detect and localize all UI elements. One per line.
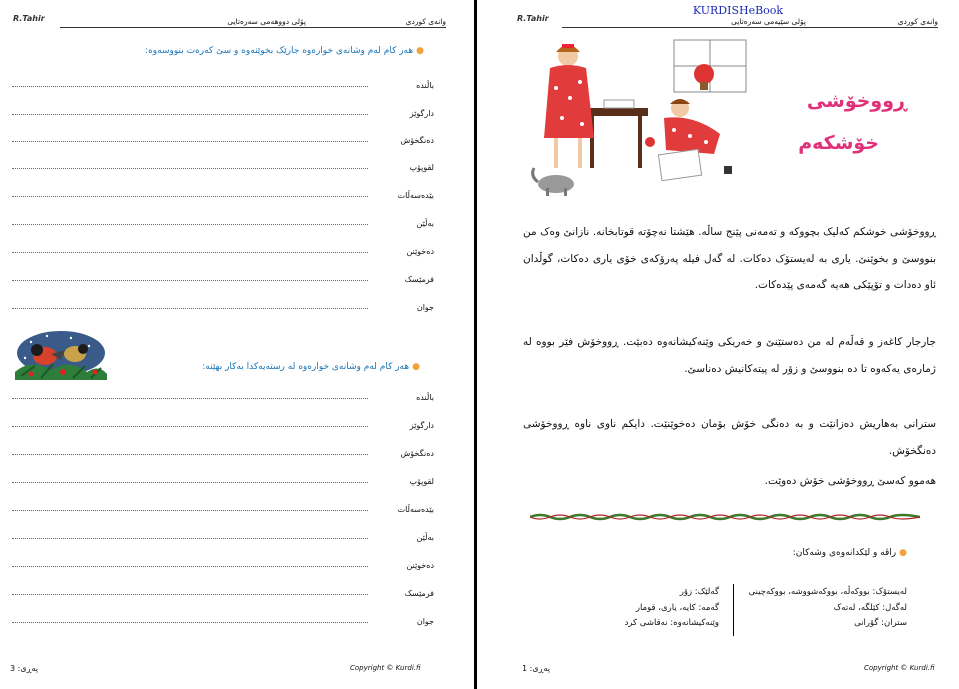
word-row[interactable]	[12, 214, 434, 228]
left-page	[0, 0, 472, 689]
word-label: جوان	[416, 303, 434, 312]
word-label: باڵندە	[416, 81, 434, 90]
word-row[interactable]	[12, 158, 434, 172]
word-row[interactable]	[12, 556, 434, 570]
writing-line[interactable]	[12, 482, 368, 483]
word-row[interactable]	[12, 444, 434, 458]
writing-line[interactable]	[12, 308, 368, 309]
children-illustration	[524, 38, 754, 198]
author-name: R.Tahir	[13, 14, 45, 23]
word-row[interactable]	[12, 388, 434, 402]
word-label: بەڵێن	[416, 219, 434, 228]
header-grade: پۆلی دووهەمی سەرەتایی	[227, 17, 306, 26]
writing-line[interactable]	[12, 538, 368, 539]
word-row[interactable]	[12, 612, 434, 626]
task-text-1: هەر کام لەم وشانەی خوارەوە جارێک بخوێنەوە و سێ کەرەت بنووسەوە:	[145, 46, 414, 56]
writing-line[interactable]	[12, 398, 368, 399]
task-text-2: هەر کام لەم وشانەی خوارەوە لە رستەیەکدا بەکار بهێنە:	[202, 362, 410, 372]
word-label: دەنگخۆش	[400, 449, 434, 458]
word-label: دارگوێز	[409, 421, 434, 430]
vocab-list-right	[749, 585, 907, 632]
writing-line[interactable]	[12, 454, 368, 455]
word-label: دەنگخۆش	[400, 136, 434, 145]
writing-line[interactable]	[12, 426, 368, 427]
word-row[interactable]	[12, 76, 434, 90]
word-row[interactable]	[12, 416, 434, 430]
story-paragraph: هەموو کەسێ ڕووخۆشی خۆش دەوێت.	[764, 475, 936, 487]
writing-line[interactable]	[12, 224, 368, 225]
writing-line[interactable]	[12, 594, 368, 595]
word-label: لقوپۆپ	[409, 163, 434, 172]
word-row[interactable]	[12, 298, 434, 312]
word-row[interactable]	[12, 584, 434, 598]
page-number: پەڕی: 1	[522, 664, 550, 673]
bullet-icon: ●	[416, 46, 424, 56]
vocab-heading	[793, 548, 907, 558]
bullet-icon: ●	[899, 548, 907, 558]
writing-line[interactable]	[12, 141, 368, 142]
header-grade: پۆلی سێیەمی سەرەتایی	[731, 17, 806, 26]
word-label: باڵندە	[416, 393, 434, 402]
word-label: فرمێسک	[404, 275, 434, 284]
header-rule	[60, 27, 446, 28]
word-label: لقوپۆپ	[409, 477, 434, 486]
writing-line[interactable]	[12, 114, 368, 115]
writing-line[interactable]	[12, 196, 368, 197]
ornament-divider	[530, 512, 920, 522]
header-rule	[562, 27, 938, 28]
word-label: جوان	[416, 617, 434, 626]
vocab-item: گەمە: کایە، یاری، قومار	[635, 602, 719, 613]
page-header	[60, 14, 446, 28]
vocab-heading-text: راڤە و لێکدانەوەی وشەکان:	[792, 548, 897, 558]
vocab-list-left	[625, 585, 719, 632]
word-label: دەخوێنن	[406, 247, 434, 256]
writing-line[interactable]	[12, 86, 368, 87]
word-row[interactable]	[12, 528, 434, 542]
vocab-item: ستران: گۆرانی	[854, 618, 907, 628]
author-name: R.Tahir	[517, 14, 549, 23]
word-label: بەڵێن	[416, 533, 434, 542]
header-subject: وانەی کوردی	[897, 17, 938, 26]
vocab-item: لەیستۆک: بووکەڵە، بووکەشووشە، بووکەچینی	[748, 587, 907, 597]
task-heading-2	[202, 362, 420, 372]
page-number: پەڕی: 3	[10, 664, 38, 673]
writing-line[interactable]	[12, 566, 368, 567]
site-name[interactable]: KURDISHeBook	[692, 4, 784, 17]
word-label: دەخوێنن	[406, 561, 434, 570]
word-label: دارگوێز	[409, 109, 434, 118]
vocab-item: وێنەکیشانەوە: نەقاشی کرد	[624, 618, 719, 628]
word-row[interactable]	[12, 186, 434, 200]
bird-illustration	[11, 328, 109, 386]
task-heading-1	[145, 46, 424, 56]
writing-line[interactable]	[12, 622, 368, 623]
word-row[interactable]	[12, 500, 434, 514]
header-subject: وانەی کوردی	[405, 17, 446, 26]
bullet-icon: ●	[412, 362, 420, 372]
vocab-item: گەلێک: زۆر	[679, 587, 719, 597]
word-label: فرمێسک	[404, 589, 434, 598]
lesson-title-line-1: ڕووخۆشی	[806, 90, 907, 112]
story-paragraph: ڕووخۆشی خوشکم کەلیک بچووکە و تەمەنی پێنج ساڵە. هێشتا نەچۆتە قوتابخانە. نازانێ وەک من بنووسێ و بخوێنێ. یاری بە لەیستۆک دەکات. لە گەل فیلە پەرۆکەی خۆی یاری دەکات، گوڵدان ئاو دەدات و تۆپێکی هەیە گەمەی پێدەکات.	[523, 226, 936, 291]
word-label: بێدەسەڵات	[397, 505, 434, 514]
word-row[interactable]	[12, 104, 434, 118]
writing-line[interactable]	[12, 168, 368, 169]
story-paragraph: سترانی بەهاریش دەزانێت و بە دەنگی خۆش بۆمان دەخوێنێت. دایکم ناوی ناوە ڕووخۆشی دەنگخۆش.	[523, 418, 936, 457]
word-label: بێدەسەڵات	[397, 191, 434, 200]
writing-line[interactable]	[12, 510, 368, 511]
vocab-item: لەگەل: کێلگە، لەتەک	[833, 602, 907, 613]
lesson-title-line-2: خۆشکەم	[798, 132, 879, 154]
copyright: Copyright © Kurdi.fi	[350, 664, 421, 672]
vocab-separator	[733, 584, 734, 636]
word-row[interactable]	[12, 472, 434, 486]
page-divider	[474, 0, 477, 689]
copyright: Copyright © Kurdi.fi	[864, 664, 935, 672]
word-row[interactable]	[12, 242, 434, 256]
page-header	[562, 14, 938, 28]
story-paragraph: جارجار کاغەز و قەڵەم لە من دەستێنێ و خەریکی وێنەکیشانەوە دەبێت. ڕووخۆش فێر بووە لە ژمارەی یەکەوە تا دە بنووسێ و زۆر لە پیتەکانیش دەناسێ.	[523, 336, 936, 375]
writing-line[interactable]	[12, 280, 368, 281]
writing-line[interactable]	[12, 252, 368, 253]
word-row[interactable]	[12, 270, 434, 284]
word-row[interactable]	[12, 131, 434, 145]
